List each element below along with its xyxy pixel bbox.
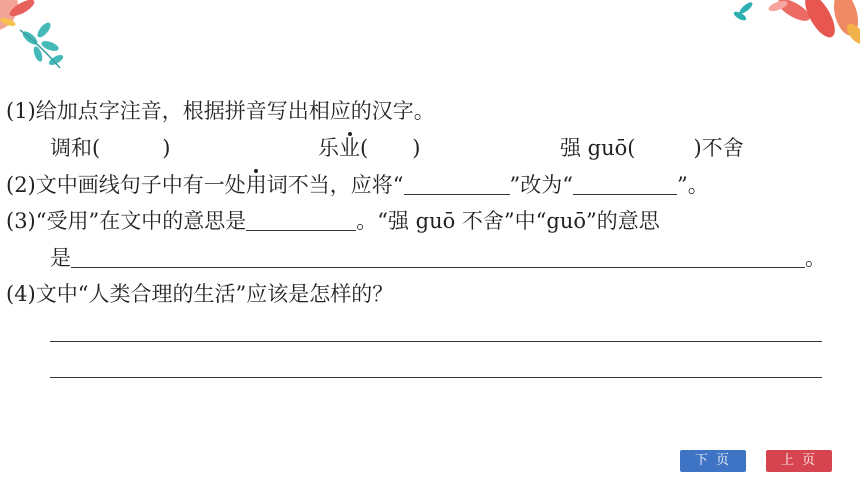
question-2 [6, 171, 709, 199]
q2-mid2-text: ”改为“ [509, 173, 573, 197]
question-3-line-2 [50, 244, 826, 272]
q2-blank-2[interactable] [573, 174, 677, 195]
next-page-button[interactable]: 下 页 [680, 450, 746, 472]
q1-item2-open: ( [360, 136, 369, 160]
leaf-decoration-top-right [728, 0, 860, 60]
q4-answer-line-2[interactable] [50, 377, 822, 378]
q2-pre-text: (2)文中画线句子中有一处 [6, 173, 246, 197]
q3-line1-post: 。“强 guō 不舍”中“guō”的意思 [356, 209, 660, 233]
q4-answer-line-1[interactable] [50, 341, 822, 342]
q4-prompt-text: (4)文中“人类合理的生活”应该是怎样的？ [6, 282, 394, 306]
question-3-line-1 [6, 207, 660, 235]
q1-item2-dotted-char: 业 [339, 136, 360, 160]
q1-item1-text: 调和( [50, 136, 101, 160]
q3-line2-pre: 是 [50, 246, 71, 270]
q3-blank-2[interactable] [71, 247, 805, 268]
question-1-items [50, 134, 170, 162]
q1-item3-close: )不舍 [693, 136, 744, 160]
question-1-prompt [6, 97, 435, 125]
q1-item2-close: ) [412, 136, 421, 160]
q3-line2-end: 。 [805, 246, 826, 270]
q2-mid-text: 词不当，应将“ [266, 173, 404, 197]
q2-blank-1[interactable] [404, 174, 510, 195]
q1-item2-char: 乐 [318, 136, 339, 160]
q1-item3-text: 强 guō( [560, 136, 636, 160]
q1-prompt-text: (1)给加点字注音，根据拼音写出相应的汉字。 [6, 99, 435, 123]
q3-blank-1[interactable] [246, 210, 356, 231]
question-4-prompt [6, 280, 393, 308]
leaf-decoration-top-left [0, 0, 80, 75]
question-1-item3 [560, 134, 744, 162]
q2-dotted-char: 用 [245, 173, 267, 197]
q3-line1-pre: (3)“受用”在文中的意思是 [6, 209, 247, 233]
previous-page-button[interactable]: 上 页 [766, 450, 832, 472]
q2-end-text: ”。 [676, 173, 709, 197]
question-1-item2 [318, 134, 420, 162]
q1-item1-close: ) [162, 136, 171, 160]
